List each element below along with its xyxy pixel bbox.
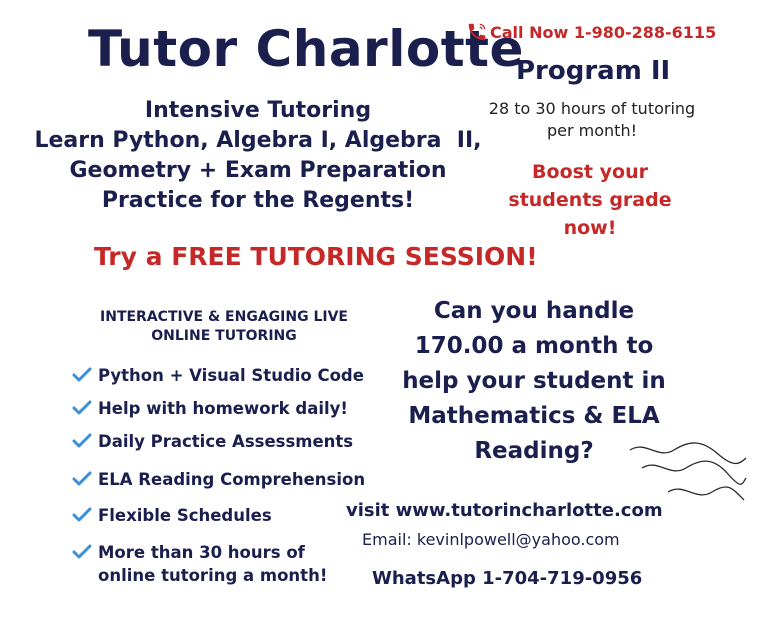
question-line: help your student in bbox=[402, 368, 666, 394]
whatsapp-contact[interactable]: WhatsApp 1-704-719-0956 bbox=[372, 568, 643, 589]
check-icon bbox=[72, 544, 92, 560]
check-icon bbox=[72, 367, 92, 383]
intro-line: Practice for the Regents! bbox=[101, 188, 415, 213]
check-icon bbox=[72, 400, 92, 416]
intro-line: Learn Python, Algebra I, Algebra II, bbox=[34, 128, 482, 153]
page-title: Tutor Charlotte bbox=[88, 20, 524, 78]
feature-item bbox=[72, 430, 353, 453]
feature-item bbox=[72, 468, 365, 491]
feature-item bbox=[72, 397, 348, 420]
intro-block bbox=[18, 96, 498, 216]
program-label: Program II bbox=[516, 56, 671, 86]
feature-label: Help with homework daily! bbox=[98, 399, 348, 418]
feature-line: More than 30 hours of bbox=[98, 543, 305, 562]
feature-label: ELA Reading Comprehension bbox=[98, 470, 366, 489]
phone-icon bbox=[466, 20, 488, 44]
question-line: Can you handle bbox=[433, 298, 635, 324]
boost-line: Boost your bbox=[532, 161, 648, 183]
feature-item bbox=[72, 364, 364, 387]
feature-label bbox=[98, 541, 327, 587]
boost-line: students grade bbox=[508, 189, 672, 211]
hours-line: 28 to 30 hours of tutoring bbox=[488, 99, 696, 118]
boost-line: now! bbox=[563, 217, 617, 239]
intro-line: Geometry + Exam Preparation bbox=[69, 158, 447, 183]
boost-text bbox=[500, 158, 680, 242]
feature-line: online tutoring a month! bbox=[98, 566, 328, 585]
feature-item bbox=[72, 541, 327, 587]
call-now-text: Call Now 1-980-288-6115 bbox=[490, 22, 717, 42]
feature-label: Flexible Schedules bbox=[98, 506, 272, 525]
hours-line: per month! bbox=[546, 121, 637, 140]
interactive-line: ONLINE TUTORING bbox=[151, 328, 297, 344]
hours-text bbox=[474, 98, 710, 142]
email-link[interactable]: Email: kevinlpowell@yahoo.com bbox=[362, 530, 620, 549]
intro-line: Intensive Tutoring bbox=[144, 98, 372, 123]
interactive-heading bbox=[78, 308, 370, 346]
question-line: Reading? bbox=[474, 438, 594, 464]
call-now[interactable] bbox=[466, 20, 716, 44]
question-line: 170.00 a month to bbox=[414, 333, 654, 359]
feature-label: Daily Practice Assessments bbox=[98, 432, 354, 451]
check-icon bbox=[72, 471, 92, 487]
free-session-cta: Try a FREE TUTORING SESSION! bbox=[94, 242, 538, 271]
question-line: Mathematics & ELA bbox=[408, 403, 660, 429]
check-icon bbox=[72, 507, 92, 523]
check-icon bbox=[72, 433, 92, 449]
feature-label: Python + Visual Studio Code bbox=[98, 366, 364, 385]
interactive-line: INTERACTIVE & ENGAGING LIVE bbox=[100, 309, 348, 325]
feature-item bbox=[72, 504, 272, 527]
website-link[interactable]: visit www.tutorincharlotte.com bbox=[346, 500, 663, 521]
